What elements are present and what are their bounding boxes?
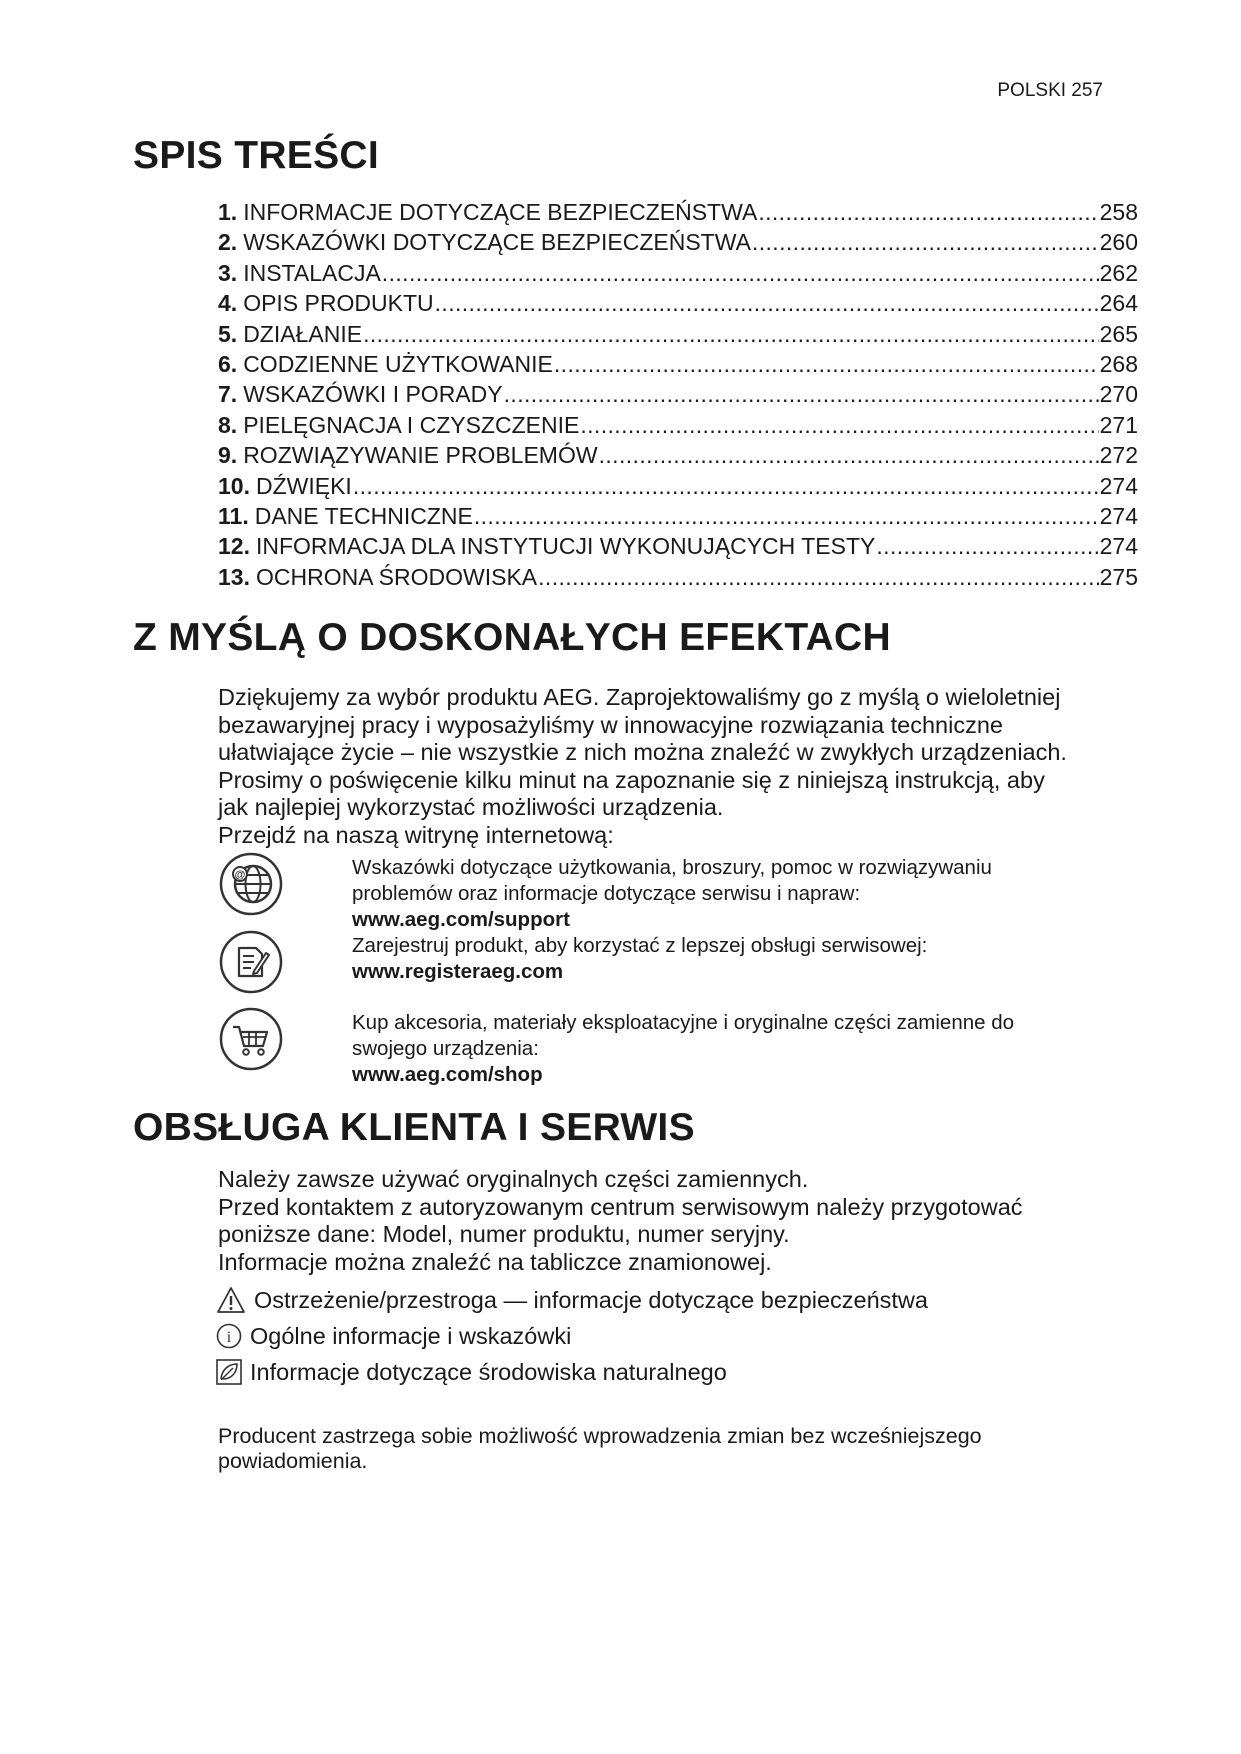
intro-line: Przejdź na naszą witrynę internetową:: [218, 821, 614, 848]
toc-entry-number: 11.: [218, 502, 249, 529]
toc-leader-dots: [363, 319, 1099, 349]
toc-entry-page: 265: [1099, 320, 1138, 347]
legend-environment-text: Informacje dotyczące środowiska naturalnego: [250, 1358, 727, 1385]
toc-entry[interactable]: [218, 227, 1138, 257]
toc-entry-number: 1.: [218, 199, 238, 225]
toc-entry-page: 262: [1099, 259, 1138, 286]
intro-line: ułatwiające życie – nie wszystkie z nich można znaleźć w zwykłych urządzeniach.: [218, 739, 1067, 765]
toc-entry-label: DZIAŁANIE: [243, 320, 363, 347]
toc-entry[interactable]: [218, 258, 1138, 288]
toc-leader-dots: [435, 288, 1099, 318]
toc-entry-number: 8.: [218, 411, 238, 438]
toc-entry-number: 10.: [218, 472, 250, 499]
toc-entry-label: PIELĘGNACJA I CZYSZCZENIE: [243, 411, 580, 438]
toc-entry-label: WSKAZÓWKI DOTYCZĄCE BEZPIECZEŃSTWA: [243, 229, 751, 256]
leaf-icon: [216, 1359, 242, 1385]
intro-paragraph: [218, 684, 1138, 849]
service-line: Informacje można znaleźć na tabliczce znamionowej.: [218, 1248, 772, 1275]
legend-warning-text: Ostrzeżenie/przestroga — informacje dotyczące bezpieczeństwa: [254, 1286, 928, 1313]
toc-leader-dots: [752, 227, 1099, 257]
toc-entry-label: OPIS PRODUKTU: [243, 290, 434, 317]
toc-entry[interactable]: [218, 288, 1138, 318]
globe-icon: [218, 851, 284, 917]
toc-entry[interactable]: [218, 440, 1138, 470]
support-link-description: problemów oraz informacje dotyczące serwisu i napraw:: [352, 882, 861, 905]
toc-entry-label: CODZIENNE UŻYTKOWANIE: [243, 350, 553, 377]
toc-leader-dots: [504, 379, 1099, 409]
toc-entry-page: 274: [1099, 502, 1138, 529]
notice-line: powiadomienia.: [218, 1449, 368, 1473]
notice-line: Producent zastrzega sobie możliwość wprowadzenia zmian bez wcześniejszego: [218, 1424, 982, 1448]
legend-item-environment: [216, 1354, 1136, 1390]
toc-leader-dots: [580, 410, 1098, 440]
toc-entry-number: 9.: [218, 442, 238, 469]
toc-entry-label: INSTALACJA: [243, 259, 381, 286]
toc-entry-page: 274: [1099, 533, 1138, 560]
toc-entry-number: 3.: [218, 259, 238, 286]
shop-link-description: Kup akcesoria, materiały eksploatacyjne i oryginalne części zamienne do: [352, 1011, 1015, 1034]
service-line: Przed kontaktem z autoryzowanym centrum serwisowym należy przygotować: [218, 1193, 1023, 1220]
toc-entry[interactable]: [218, 531, 1138, 561]
toc-leader-dots: [554, 349, 1099, 379]
warning-icon: [216, 1286, 246, 1314]
manufacturer-notice: [218, 1424, 1138, 1474]
toc-entry-label: INFORMACJA DLA INSTYTUCJI WYKONUJĄCYCH TESTY: [255, 533, 876, 560]
svg-text:i: i: [226, 1329, 232, 1346]
toc-leader-dots: [599, 440, 1099, 470]
toc-entry-page: 270: [1099, 381, 1138, 408]
toc-entry[interactable]: [218, 501, 1138, 531]
intro-line: Dziękujemy za wybór produktu AEG. Zaprojektowaliśmy go z myślą o wieloletniej: [218, 684, 1061, 710]
table-of-contents: [218, 197, 1138, 592]
service-line: poniższe dane: Model, numer produktu, numer seryjny.: [218, 1221, 790, 1247]
toc-entry-number: 13.: [218, 563, 250, 590]
toc-entry[interactable]: [218, 471, 1138, 501]
toc-entry-label: DANE TECHNICZNE: [254, 502, 473, 529]
toc-entry-label: OCHRONA ŚRODOWISKA: [255, 563, 538, 590]
toc-entry-number: 6.: [218, 350, 238, 377]
register-link-description: Zarejestruj produkt, aby korzystać z lepszej obsługi serwisowej:: [352, 934, 928, 957]
register-icon: [218, 929, 284, 995]
intro-line: bezawaryjnej pracy i wyposażyliśmy w innowacyjne rozwiązania techniczne: [218, 711, 1003, 738]
legend-info-text: Ogólne informacje i wskazówki: [250, 1322, 572, 1349]
intro-title: Z MYŚLĄ O DOSKONAŁYCH EFEKTACH: [133, 616, 891, 659]
toc-entry-page: 260: [1099, 229, 1138, 256]
toc-entry-page: 271: [1099, 411, 1138, 438]
shopping-cart-icon: [218, 1006, 284, 1072]
toc-entry-page: 264: [1099, 290, 1138, 317]
toc-entry-page: 258: [1099, 199, 1138, 225]
legend-item-warning: [216, 1282, 1136, 1318]
toc-entry-label: DŹWIĘKI: [255, 472, 352, 499]
toc-entry-page: 272: [1099, 442, 1138, 469]
toc-title: SPIS TREŚCI: [133, 134, 380, 177]
legend-item-info: [216, 1318, 1136, 1354]
info-icon: [216, 1323, 242, 1349]
support-link-description: Wskazówki dotyczące użytkowania, broszury, pomoc w rozwiązywaniu: [352, 856, 992, 879]
toc-entry[interactable]: [218, 197, 1138, 227]
support-url-link[interactable]: www.aeg.com/support: [352, 908, 570, 931]
toc-entry[interactable]: [218, 379, 1138, 409]
toc-entry-number: 5.: [218, 320, 238, 347]
toc-entry-label: WSKAZÓWKI I PORADY: [243, 381, 503, 408]
svg-text:@: @: [234, 869, 246, 881]
intro-line: jak najlepiej wykorzystać możliwości urządzenia.: [218, 794, 724, 820]
service-paragraph: [218, 1166, 1138, 1276]
toc-entry-number: 4.: [218, 290, 238, 317]
toc-entry[interactable]: [218, 410, 1138, 440]
shop-link-description: swojego urządzenia:: [352, 1037, 539, 1060]
toc-entry-label: INFORMACJE DOTYCZĄCE BEZPIECZEŃSTWA: [243, 199, 758, 225]
page-header-label: POLSKI 257: [997, 80, 1103, 101]
toc-entry-page: 268: [1099, 350, 1138, 377]
toc-entry-number: 12.: [218, 533, 250, 560]
support-link-text: [352, 855, 1132, 933]
service-title: OBSŁUGA KLIENTA I SERWIS: [133, 1106, 695, 1149]
toc-entry[interactable]: [218, 349, 1138, 379]
toc-leader-dots: [538, 562, 1098, 592]
toc-entry-number: 7.: [218, 381, 238, 408]
toc-entry-label: ROZWIĄZYWANIE PROBLEMÓW: [243, 442, 598, 469]
intro-line: Prosimy o poświęcenie kilku minut na zapoznanie się z niniejszą instrukcją, aby: [218, 766, 1045, 793]
symbol-legend: [216, 1282, 1136, 1390]
toc-entry[interactable]: [218, 562, 1138, 592]
toc-leader-dots: [353, 471, 1099, 501]
toc-entry-page: 275: [1099, 563, 1138, 590]
shop-link-text: [352, 1010, 1132, 1088]
service-line: Należy zawsze używać oryginalnych części zamiennych.: [218, 1166, 809, 1192]
toc-entry-number: 2.: [218, 229, 238, 256]
toc-entry[interactable]: [218, 319, 1138, 349]
register-link-text: [352, 933, 1132, 985]
toc-leader-dots: [876, 531, 1098, 561]
register-url-link[interactable]: www.registeraeg.com: [352, 960, 564, 983]
shop-url-link[interactable]: www.aeg.com/shop: [352, 1063, 543, 1086]
toc-leader-dots: [382, 258, 1099, 288]
toc-leader-dots: [758, 197, 1098, 227]
toc-entry-page: 274: [1099, 472, 1138, 499]
toc-leader-dots: [474, 501, 1099, 531]
